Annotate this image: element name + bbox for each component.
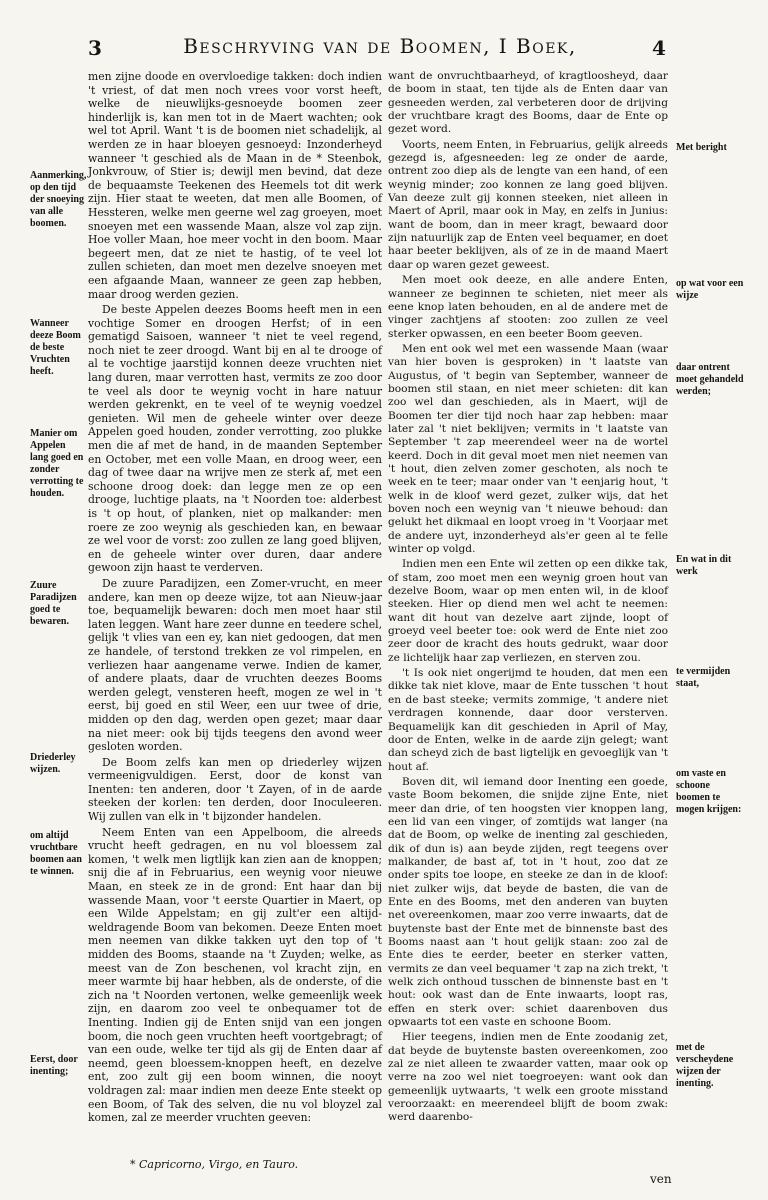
right-text-column [388,70,668,1127]
paragraph: Men moet ook deeze, en alle andere Enten, wanneer ze beginnen te schieten, niet meer als eene knop laten behouden, en al de andere met de vinger zachtjens af stooten: zoo zullen ze veel sterker opwassen, en een beeter Boom geeven. [388,274,668,340]
margin-note-right: daar ontrent moet gehandeld werden; [676,362,744,397]
page-number-right: 4 [652,36,666,60]
margin-note-left: Manier om Appelen lang goed en zonder verrotting te houden. [30,428,84,499]
paragraph: De beste Appelen deezes Booms heeft men in een vochtige Somer en droogen Herfst; of in een gematigd Saisoen, wanneer 't niet te veel regend, noch niet te zeer droogd. Want bij en al te drooge of al te vochtige jaarstijd konnen deeze vruchten niet lang duren, maar verrotten hast, vermits ze zoo door te veel als door te weynig vocht in hare natuur werden gekrenkt, en te veel of te weynig voedzel genieten. Wil men de geheele winter over deeze Appelen goed houden, zonder verrotting, zoo plukke men die af met de hand, in de maanden September en October, met een volle Maan, en droog weer, een dag of twee daar na wrijve men ze sterk af, met een schoone droog doek: dan legge men ze op een drooge, luchtige plaats, na 't Noorden toe: alderbest is 't op hout, of planken, niet op malkander: men roere ze zoo weynig als geschieden kan, en bewaar ze wel voor de vorst: zoo zullen ze lang goed blijven, en de geheele winter over duren, daar andere gewoon zijn haast te verderven. [88,303,382,575]
paragraph: Men ent ook wel met een wassende Maan (waar van hier boven is gesproken) in 't laatste van Augustus, of 't begin van September, wanneer de boomen stil staan, en niet meer schieten: dit kan zoo wel dan geschieden, als in Maert, wijl de Boomen ter dier tijd noch haar zap hebben: maar later zal 't niet beklijven; vermits in 't laatste van September 't zap meerendeel weer na de wortel keerd. Doch in dit geval moet men niet neemen van 't hout, dien zelven zomer geschoten, als noch te week en te teer; maar onder van 't eenjarig hout, 't welk in de kloof werd gezet, zulker wijs, dat het boven noch een weynig van 't nieuwe behoud: dan gelukt het dikmaal en loopt vroeg in 't Voorjaar met de andere uyt, inzonderheyd als'er geen al te felle winter op volgd. [388,342,668,556]
margin-note-right: Met beright [676,142,727,153]
paragraph: De Boom zelfs kan men op driederley wijzen vermeenigvuldigen. Eerst, door de konst van Inenten: ten anderen, door 't Zayen, of in de aarde steeken der korlen: ten derden, door Inoculeeren. Wij zullen van elk in 't bijzonder handelen. [88,755,382,824]
paragraph: men zijne doode en overvloedige takken: doch indien 't vriest, of dat men noch vrees voor vorst heeft, welke de nieuwlijks-gesnoeyde boomen zeer hinderlijk is, kan men tot in de Maert wachten; ook wel tot April. Want 't is de boomen niet schadelijk, al werden ze in haar bloeyen gesnoeyd: Inzonderheyd wanneer 't geschied als de Maan in de * Steenbok, Jonkvrouw, of Stier is; dewijl men bevind, dat deze de bequaamste Teekenen des Heemels tot dit werk zijn. Hier staat te weeten, dat men alle Boomen, of Hessteren, welke men geerne wel zag groeyen, moet snoeyen met een wassende Maan, alsze vol zap zijn. Hoe voller Maan, hoe meer vocht in den boom. Maar begeert men, dat ze niet te hastig, of te veel lot zullen schieten, dan moet men dezelve snoeyen met een afgaande Maan, wanneer ze geen zap hebben, maar droog werden gezien. [88,70,382,301]
paragraph: want de onvruchtbaarheyd, of kragtloosheyd, daar de boom in staat, ten tijde als de Enten daar van gesneeden werden, zal verbeteren door de drijving der vruchtbare kragt des Booms, daar de Ente op gezet word. [388,70,668,136]
margin-note-right: te vermijden staat, [676,666,731,689]
margin-note-left: om altijd vruchtbare boomen aan te winnen. [30,830,82,877]
margin-note-left: Eerst, door inenting; [30,1054,78,1077]
catchword: ven [650,1172,672,1186]
margin-note-right: op wat voor een wijze [676,278,744,301]
margin-note-left: Aanmerking, op den tijd der snoeying van alle boomen. [30,170,87,229]
margin-note-right: om vaste en schoone boomen te mogen krijgen: [676,768,742,815]
paragraph: Hier teegens, indien men de Ente zoodanig zet, dat beyde de buytenste basten overeenkomen, zoo zal ze niet alleen te zwaarder vatten, maar ook op verre na zoo wel niet toegroeyen: want ook dan gemeenlijk uytwaarts, 't welk een groote misstand veroorzaakt: en meerendeel blijft de boom zwak: werd daarenbo- [388,1031,668,1124]
paragraph: Indien men een Ente wil zetten op een dikke tak, of stam, zoo moet men een weynig groen hout van dezelve Boom, waar op men enten wil, in de kloof steeken. Hier op diend men wel acht te neemen: want dit hout van dezelve aart zijnde, loopt of groeyd veel beeter toe: ook werd de Ente niet zoo zeer door de kracht des houts gedrukt, waar door ze lichtelijk haar zap verliezen, en sterven zou. [388,558,668,664]
paragraph: Neem Enten van een Appelboom, die alreeds vrucht heeft gedragen, en nu vol bloessem zal komen, 't welk men ligtlijk kan zien aan de knoppen; snij die af in Februarius, een weynig voor nieuwe Maan, en steek ze in de grond: Ent haar dan bij wassende Maan, voor 't eerste Quartier in Maert, op een Wilde Appelstam; en gij zult'er een altijd-weldragende Boom van bekomen. Deeze Enten moet men neemen van dikke takken uyt den top of 't midden des Booms, staande na 't Zuyden; welke, as meest van de Zon beschenen, vol kracht zijn, en meer warmte bij haar hebben, als de onderste, of die zich na 't Noorden vertonen, welke gemeenlijk week zijn, en daarom zoo veel te onbequamer tot de Inenting. Indien gij de Enten snijd van een jongen boom, die noch geen vruchten heeft voortgebragt; of van een oude, welke ter tijd als gij de Enten daar af neemd, geen bloessem-knoppen heeft, en dezelve ent, zoo zult gij een boom winnen, die nooyt voldragen zal: maar indien men deeze Ente steekt op een Boom, of Tak des selven, die nu vol bloyzel zal komen, zal ze meerder vruchten geeven: [88,825,382,1125]
paragraph: Boven dit, wil iemand door Inenting een goede, vaste Boom bekomen, die snijde zijne Ente, niet meer dan drie, of ten hoogsten vier knoppen lang, een lid van een vinger, of zomtijds wat langer (na dat de Boom, op welke de inenting zal geschieden, dik of dun is) aan beyde zijden, regt teegens over malkander, de bast af, tot in 't hout, zoo dat ze onder spits toe loope, en steeke ze dan in de kloof: niet zulker wijs, dat beyde de basten, die van de Ente en des Booms, met den anderen van buyten net overeenkomen, maar zoo verre inwaarts, dat de buytenste bast der Ente met de binnenste bast des Booms naast aan 't hout gelijk staan: zoo zal de Ente dies te eerder, beeter en sterker vatten, vermits ze dan veel bequamer 't zap na zich trekt, 't welk zich onthoud tusschen de binnenste bast en 't hout: ook wast dan de Ente inwaarts, loopt ras, effen en sterk over: schiet daarenboven dus opwaarts tot een vaste en schoone Boom. [388,775,668,1029]
paragraph: 't Is ook niet ongerijmd te houden, dat men een dikke tak niet klove, maar de Ente tusschen 't hout en de bast steeke; vermits zommige, 't andere niet verdragen konnende, daar door versterven. Bequamelijk kan dit geschieden in April of May, door de Enten, welke in de aarde zijn gelegt; want dan scheyd zich de bast ligtelijk en gevoeglijk van 't hout af. [388,667,668,773]
left-text-column [88,70,382,1127]
margin-note-right: met de verscheydene wijzen der inenting. [676,1042,734,1089]
page-number-left: 3 [88,36,102,60]
margin-note-left: Zuure Paradijzen goed te bewaren. [30,580,77,627]
margin-note-right: En wat in dit werk [676,554,732,577]
paragraph: De zuure Paradijzen, een Zomer-vrucht, en meer andere, kan men op deeze wijze, tot aan Nieuw-jaar toe, bequamelijk bewaren: doch men moet haar stil laten leggen. Want hare zeer dunne en teedere schel, gelijk 't vlies van een ey, kan niet gedoogen, dat men ze handele, of terstond trekken ze vol rimpelen, en verliezen haar aangename verwe. Indien de kamer, of andere plaats, daar de vruchten deezes Booms werden gelegt, vensteren heeft, mogen ze wel in 't eerst, bij goed en stil Weer, een uur twee of drie, midden op den dag, werden open gezet; maar daar na niet meer: ook bij tijds teegens den avond weer gesloten worden. [88,576,382,754]
margin-note-left: Driederley wijzen. [30,752,76,775]
running-title: Beschryving van de Boomen, I Boek, [183,34,577,58]
margin-note-left: Wanneer deeze Boom de beste Vruchten heeft. [30,318,81,377]
footnote: * Capricorno, Virgo, en Tauro. [130,1158,299,1171]
paragraph: Voorts, neem Enten, in Februarius, gelijk alreeds gezegd is, afgesneeden: leg ze onder de aarde, ontrent zoo diep als de lengte van een hand, of een weynig minder; zoo konnen ze lang goed blijven. Van deeze zult gij konnen steeken, niet alleen in Maert of April, maar ook in May, en zelfs in Junius: want de boom, dan in meer kragt, bewaard door zijn natuurlijk zap de Enten veel bequamer, en doet haar beeter beklijven, als of ze in de maand Maert daar op waren gezet geweest. [388,138,668,271]
